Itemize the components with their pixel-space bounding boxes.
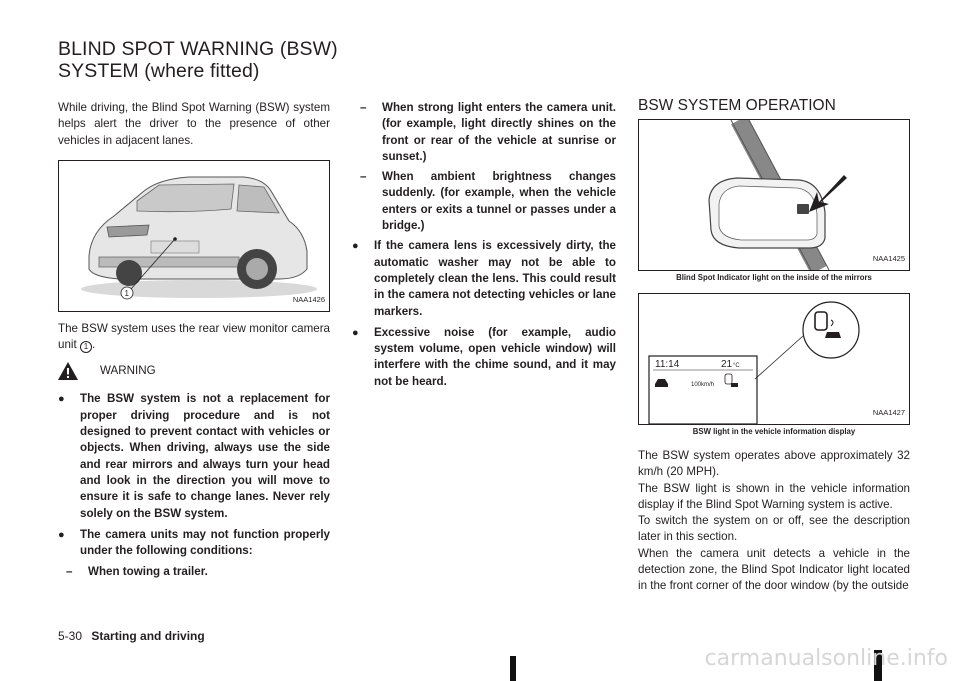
warning-label: WARNING xyxy=(100,364,156,378)
condition-text: When towing a trailer. xyxy=(88,565,208,579)
warning-triangle-icon xyxy=(58,362,78,380)
rear-camera-figure xyxy=(58,160,330,312)
page-title xyxy=(58,38,338,82)
figure-caption: BSW light in the vehicle information display xyxy=(692,427,856,436)
callout-1-marker: 1 xyxy=(80,341,92,353)
bullet-text: If the camera lens is excessively dirty, the automatic washer may not be able to completely clean the lens. This could result in the camera not detecting vehicles or lane markers. xyxy=(374,239,616,318)
title-line-2: SYSTEM (where fitted) xyxy=(58,60,260,82)
operation-paragraph: The BSW light is shown in the vehicle information display if the Blind Spot Warning system is active. xyxy=(638,481,910,511)
title-line-1: BLIND SPOT WARNING (BSW) xyxy=(58,38,338,60)
car-rear-illustration xyxy=(59,161,329,311)
monitor-text: The BSW system uses the rear view monitor camera unit xyxy=(58,321,330,352)
figure-code: NAA1426 xyxy=(292,294,325,304)
bullet-text: Excessive noise (for example, audio system volume, open vehicle window) will interfere with the chime sound, and it may not be heard. xyxy=(374,325,616,388)
condition-item xyxy=(360,169,616,234)
display-speed: 100km/h xyxy=(691,382,715,388)
warning-bullet xyxy=(58,391,330,521)
operation-paragraph: To switch the system on or off, see the description later in this section. xyxy=(638,514,910,544)
monitor-paragraph xyxy=(58,321,330,354)
figure-caption: Blind Spot Indicator light on the inside of the mirrors xyxy=(676,273,872,282)
page-number: 5-30 xyxy=(58,629,83,643)
dash-marker: – xyxy=(360,170,367,184)
bullet-text: The BSW system is not a replacement for proper driving procedure and is not designed to prevent contact with vehicles or objects. When driving, always use the side and rear mirrors and always turn your head and look in the direction you will move to ensure it is safe to change lanes. Never rely solely on the BSW system. xyxy=(80,392,330,520)
section-title: BSW SYSTEM OPERATION xyxy=(638,97,836,114)
column-right xyxy=(638,97,910,595)
warning-bullet xyxy=(58,527,330,560)
warning-bullet xyxy=(352,238,616,319)
mirror-illustration xyxy=(639,120,909,270)
mirror-indicator-figure xyxy=(638,119,910,271)
intro-paragraph: While driving, the Blind Spot Warning (BSW) system helps alert the driver to the presence of other vehicles in adjacent lanes. xyxy=(58,101,330,147)
binding-mark-left xyxy=(510,656,516,681)
info-display-illustration xyxy=(639,294,909,424)
bullet-icon: ● xyxy=(352,326,359,339)
callout-1-label: 1 xyxy=(124,288,129,298)
operation-paragraph: The BSW system operates above approximately 32 km/h (20 MPH). xyxy=(638,449,910,479)
column-left xyxy=(58,100,330,585)
display-temperature: 21 xyxy=(721,359,733,370)
condition-item xyxy=(66,564,330,580)
figure-code: NAA1427 xyxy=(872,407,905,417)
condition-text: When ambient brightness changes suddenly. (for example, when the vehicle enters or exits a tunnel or passes under a bridge.) xyxy=(382,170,616,233)
bullet-icon: ● xyxy=(352,240,359,253)
figure-code: NAA1425 xyxy=(872,253,905,263)
info-display-figure xyxy=(638,293,910,425)
operation-paragraph: When the camera unit detects a vehicle in the detection zone, the Blind Spot Indicator light located in the front corner of the door window (by the outside xyxy=(638,546,910,593)
display-time: 11:14 xyxy=(655,359,680,370)
warning-header xyxy=(58,361,330,381)
page-footer xyxy=(58,629,205,643)
condition-text: When strong light enters the camera unit. (for example, light directly shines on the front or rear of the vehicle at sunrise or sunset.) xyxy=(382,101,616,163)
column-middle xyxy=(352,100,616,395)
dash-marker: – xyxy=(66,565,73,579)
bullet-text: The camera units may not function properly under the following conditions: xyxy=(80,527,330,558)
condition-item xyxy=(360,100,616,165)
bullet-icon: ● xyxy=(58,528,65,541)
monitor-text-end: . xyxy=(91,338,96,352)
watermark: carmanualsonline.info xyxy=(704,646,948,671)
footer-section-name: Starting and driving xyxy=(91,629,205,643)
bullet-icon: ● xyxy=(58,393,65,406)
dash-marker: – xyxy=(360,101,367,114)
display-temperature-unit: °C xyxy=(733,363,740,369)
warning-bullet xyxy=(352,325,616,390)
